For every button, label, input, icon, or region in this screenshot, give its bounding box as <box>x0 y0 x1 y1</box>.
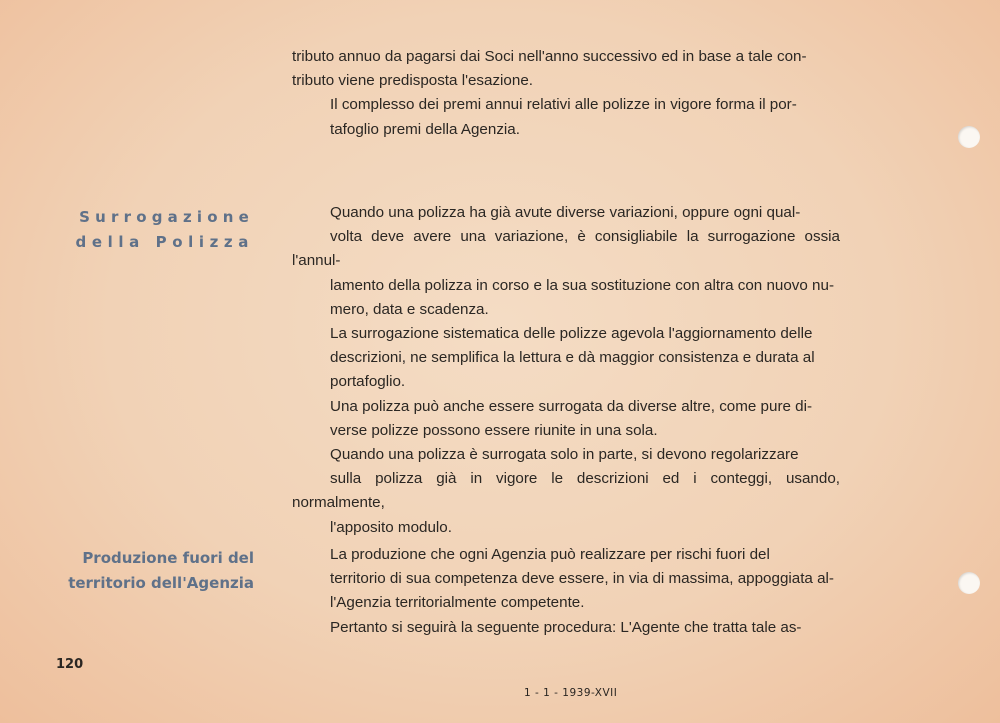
text-line: Quando una polizza è surrogata solo in parte, si devono regolarizzare <box>330 446 799 464</box>
text-line: tributo annuo da pagarsi dai Soci nell'anno successivo ed in base a tale con- <box>292 48 807 65</box>
text-line: tafoglio premi della Agenzia. <box>330 120 520 138</box>
text-line: volta deve avere una variazione, è consigliabile la surrogazione ossia l'annul- <box>292 228 840 270</box>
footer-date: 1 - 1 - 1939-XVII <box>524 687 618 699</box>
text-line: Pertanto si seguirà la seguente procedura: L'Agente che tratta tale as- <box>330 618 802 636</box>
heading-line: Surrogazione <box>79 208 254 226</box>
text-line: sulla polizza già in vigore le descrizioni ed i conteggi, usando, normalmente, <box>292 470 840 512</box>
text-line: mero, data e scadenza. <box>330 300 489 318</box>
paragraph <box>292 93 840 141</box>
page-number: 120 <box>56 657 84 672</box>
text-line: lamento della polizza in corso e la sua sostituzione con altra con nuovo nu- <box>330 276 835 294</box>
paragraph <box>292 616 840 640</box>
heading-line: della Polizza <box>75 233 254 251</box>
text-line: l'apposito modulo. <box>330 518 452 536</box>
paragraph <box>292 395 840 443</box>
paragraph <box>292 543 840 616</box>
text-line: descrizioni, ne semplifica la lettura e dà maggior consistenza e durata al <box>330 349 815 367</box>
paragraph <box>292 45 840 93</box>
heading-line: territorio dell'Agenzia <box>68 574 254 592</box>
surrogazione-heading <box>40 205 254 255</box>
text-line: tributo viene predisposta l'esazione. <box>292 72 533 90</box>
binder-hole-bottom <box>958 572 980 594</box>
text-line: La surrogazione sistematica delle polizze agevola l'aggiornamento delle <box>330 325 813 343</box>
heading-line: Produzione fuori del <box>82 549 254 567</box>
text-line: Quando una polizza ha già avute diverse variazioni, oppure ogni qual- <box>330 204 801 221</box>
text-line: l'Agenzia territorialmente competente. <box>330 594 585 612</box>
text-line: Il complesso dei premi annui relativi alle polizze in vigore forma il por- <box>330 96 797 114</box>
produzione-heading <box>40 546 254 596</box>
text-line: portafoglio. <box>330 373 406 391</box>
text-line: La produzione che ogni Agenzia può realizzare per rischi fuori del <box>330 546 770 563</box>
surrogazione-section <box>292 201 840 540</box>
text-line: territorio di sua competenza deve essere, in via di massima, appoggiata al- <box>330 570 834 588</box>
top-section <box>292 45 840 142</box>
text-line: Una polizza può anche essere surrogata da diverse altre, come pure di- <box>330 397 813 415</box>
produzione-section <box>292 543 840 640</box>
paragraph <box>292 322 840 395</box>
text-line: verse polizze possono essere riunite in una sola. <box>330 421 658 439</box>
paragraph <box>292 443 840 540</box>
binder-hole-top <box>958 126 980 148</box>
paragraph <box>292 201 840 322</box>
